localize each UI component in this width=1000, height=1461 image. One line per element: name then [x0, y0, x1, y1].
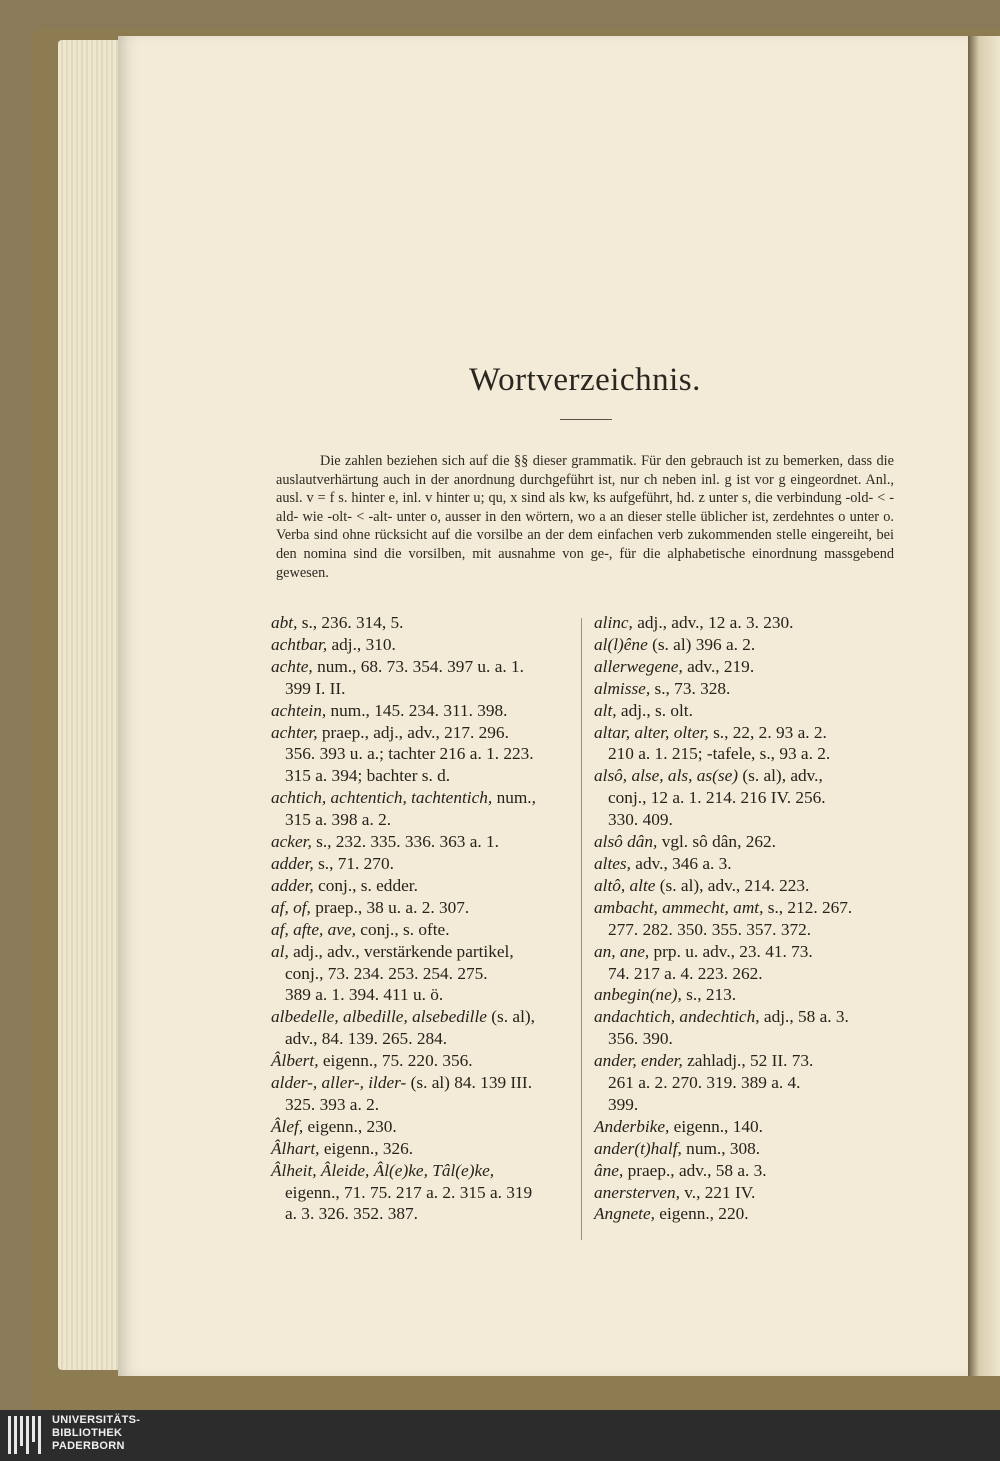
entry-line [271, 941, 571, 963]
entry-continuation: conj., 73. 234. 253. 254. 275. [285, 963, 488, 983]
entry-line [594, 1160, 894, 1182]
entry-text: adj., adv., 12 a. 3. 230. [637, 613, 794, 632]
entry-continuation: 277. 282. 350. 355. 357. 372. [608, 919, 812, 939]
index-entry [594, 634, 894, 656]
column-divider [581, 618, 582, 1240]
index-entry [271, 1072, 571, 1116]
library-name-line1: UNIVERSITÄTS- [52, 1414, 141, 1426]
entry-text: adv., 346 a. 3. [635, 853, 732, 873]
index-entry [271, 941, 571, 1007]
library-name-line2: BIBLIOTHEK [52, 1427, 123, 1439]
entry-headword: âne, [594, 1160, 624, 1180]
index-entry [594, 656, 894, 678]
entry-line [594, 634, 894, 656]
entry-text: praep., adv., 58 a. 3. [627, 1160, 767, 1180]
entry-headword: af, afte, ave, [271, 919, 356, 939]
entry-text: praep., adj., adv., 217. 296. [321, 722, 509, 742]
index-entry [271, 1050, 571, 1072]
entry-line [271, 1116, 571, 1138]
entry-text: s., 213. [686, 985, 737, 1005]
entry-text: num., 145. 234. 311. 398. [330, 700, 508, 720]
entry-headword: anbegin(ne), [594, 985, 682, 1005]
entry-continuation: 356. 390. [608, 1029, 673, 1049]
entry-text: eigenn., 220. [659, 1204, 749, 1224]
entry-line [594, 1203, 894, 1225]
entry-line [594, 941, 894, 963]
page-title: Wortverzeichnis. [469, 362, 701, 398]
entry-text: prp. u. adv., 23. 41. 73. [653, 941, 813, 961]
index-entry [271, 700, 571, 722]
entry-text: adj., adv., verstärkende partikel, [293, 941, 514, 961]
entry-text: s., 236. 314, 5. [301, 613, 404, 632]
entry-line [271, 897, 571, 919]
index-entry [271, 1006, 571, 1050]
entry-headword: ander(t)half, [594, 1138, 682, 1158]
index-entry [594, 941, 894, 985]
index-entry [594, 853, 894, 875]
logo-bar [20, 1416, 23, 1446]
entry-line [594, 875, 894, 897]
index-entry [271, 656, 571, 700]
entry-continuation: 399 I. II. [285, 678, 346, 698]
facing-page-edge [968, 36, 1000, 1376]
entry-text: s., 232. 335. 336. 363 a. 1. [316, 832, 499, 852]
index-entry [271, 897, 571, 919]
entry-line [594, 765, 894, 787]
entry-continuation: 356. 393 u. a.; tachter 216 a. 1. 223. [285, 744, 534, 764]
entry-line [594, 897, 894, 919]
entry-continuation: conj., 12 a. 1. 214. 216 IV. 256. [608, 788, 826, 808]
index-entry [271, 634, 571, 656]
logo-bar [32, 1416, 35, 1442]
entry-headword: Âlheit, Âleide, Âl(e)ke, Tâl(e)ke, [271, 1160, 495, 1180]
entry-text: (s. al), adv., 214. 223. [659, 875, 810, 895]
entry-text: (s. al) 396 a. 2. [652, 634, 756, 654]
entry-headword: achter, [271, 722, 318, 742]
entry-headword: Âlhart, [271, 1138, 320, 1158]
entry-continuation: 315 a. 398 a. 2. [285, 810, 392, 830]
entry-headword: adder, [271, 875, 314, 895]
entry-line [594, 1006, 894, 1028]
index-entry [594, 875, 894, 897]
entry-text: num., [496, 788, 536, 808]
left-column [271, 612, 571, 1225]
index-entry [271, 787, 571, 831]
entry-headword: allerwegene, [594, 656, 683, 676]
entry-headword: ambacht, ammecht, amt, [594, 897, 764, 917]
entry-line [271, 722, 571, 744]
logo-bar [14, 1416, 17, 1454]
entry-text: v., 221 IV. [684, 1182, 756, 1202]
library-logo-icon [8, 1416, 48, 1454]
entry-text: zahladj., 52 II. 73. [687, 1051, 814, 1071]
entry-text: vgl. sô dân, 262. [661, 832, 776, 852]
index-entry [594, 678, 894, 700]
index-entry [594, 1116, 894, 1138]
entry-line [594, 1138, 894, 1160]
entry-line [271, 831, 571, 853]
index-entry [271, 1138, 571, 1160]
entry-continuation: a. 3. 326. 352. 387. [285, 1204, 418, 1224]
entry-text: praep., 38 u. a. 2. 307. [315, 897, 470, 917]
entry-headword: altar, alter, olter, [594, 722, 709, 742]
entry-text: eigenn., 326. [323, 1138, 414, 1158]
entry-headword: alt, [594, 700, 617, 720]
entry-text: s., 22, 2. 93 a. 2. [713, 722, 827, 742]
entry-text: eigenn., 230. [307, 1116, 397, 1136]
entry-headword: alsô, alse, als, as(se) [594, 766, 739, 786]
entry-text: eigenn., 140. [673, 1116, 763, 1136]
index-entry [594, 1160, 894, 1182]
entry-headword: adder, [271, 853, 314, 873]
entry-headword: an, ane, [594, 941, 650, 961]
entry-line [271, 1072, 571, 1094]
entry-line [271, 1160, 571, 1182]
entry-line [594, 984, 894, 1006]
entry-headword: albedelle, albedille, alsebedille [271, 1007, 487, 1027]
entry-continuation: 399. [608, 1094, 639, 1114]
entry-text: adj., 310. [331, 634, 396, 654]
entry-line [271, 612, 571, 634]
entry-text: s., 212. 267. [767, 897, 853, 917]
entry-line [271, 1006, 571, 1028]
entry-line [594, 678, 894, 700]
entry-text: s., 73. 328. [654, 678, 731, 698]
entry-headword: al(l)êne [594, 634, 648, 654]
entry-text: eigenn., 75. 220. 356. [322, 1051, 473, 1071]
entry-line [271, 1138, 571, 1160]
entry-line [271, 700, 571, 722]
entry-headword: al, [271, 941, 289, 961]
entry-line [271, 875, 571, 897]
entry-headword: altô, alte [594, 875, 656, 895]
entry-headword: Angnete, [594, 1204, 655, 1224]
entry-line [271, 634, 571, 656]
index-entry [594, 765, 894, 831]
entry-continuation: 315 a. 394; bachter s. d. [285, 766, 451, 786]
entry-headword: achtein, [271, 700, 327, 720]
entry-continuation: 261 a. 2. 270. 319. 389 a. 4. [608, 1073, 801, 1093]
entry-headword: almisse, [594, 678, 651, 698]
entry-text: adj., s. olt. [620, 700, 693, 720]
entry-line [594, 656, 894, 678]
index-entry [594, 1138, 894, 1160]
entry-text: (s. al), [491, 1007, 535, 1027]
index-entry [271, 1160, 571, 1226]
entry-line [271, 787, 571, 809]
index-entry [594, 700, 894, 722]
entry-line [594, 1050, 894, 1072]
entry-text: (s. al) 84. 139 III. [410, 1073, 533, 1093]
entry-headword: anersterven, [594, 1182, 680, 1202]
entry-line [271, 656, 571, 678]
title-rule [560, 419, 612, 420]
entry-line [594, 700, 894, 722]
entry-line [271, 853, 571, 875]
entry-line [594, 612, 894, 634]
index-entry [271, 1116, 571, 1138]
entry-headword: achte, [271, 656, 313, 676]
entry-continuation: adv., 84. 139. 265. 284. [285, 1029, 448, 1049]
right-column [594, 612, 894, 1225]
entry-text: adj., 58 a. 3. [763, 1007, 849, 1027]
entry-text: num., 308. [686, 1138, 761, 1158]
entry-continuation: 325. 393 a. 2. [285, 1094, 380, 1114]
library-footer [0, 1410, 1000, 1461]
index-entry [271, 831, 571, 853]
index-entry [271, 919, 571, 941]
index-entry [594, 612, 894, 634]
entry-line [271, 1050, 571, 1072]
index-entry [594, 1050, 894, 1116]
entry-headword: acker, [271, 832, 312, 852]
entry-text: num., 68. 73. 354. 397 u. a. 1. [317, 656, 524, 676]
index-entry [594, 897, 894, 941]
entry-headword: alder-, aller-, ilder- [271, 1073, 407, 1093]
entry-continuation: 210 a. 1. 215; -tafele, s., 93 a. 2. [608, 744, 831, 764]
entry-headword: andachtich, andechtich, [594, 1007, 760, 1027]
entry-text: s., 71. 270. [318, 853, 394, 873]
entry-continuation: 330. 409. [608, 810, 673, 830]
entry-headword: Âlef, [271, 1116, 304, 1136]
entry-continuation: 74. 217 a. 4. 223. 262. [608, 963, 763, 983]
entry-headword: alsô dân, [594, 832, 658, 852]
index-entry [271, 612, 571, 634]
logo-bar [38, 1416, 41, 1454]
entry-text: adv., 219. [687, 656, 755, 676]
entry-line [594, 722, 894, 744]
logo-bar [26, 1416, 29, 1454]
entry-headword: abt, [271, 613, 298, 632]
index-entry [271, 853, 571, 875]
index-entry [594, 831, 894, 853]
library-name [52, 1414, 140, 1453]
entry-headword: achtich, achtentich, tachtentich, [271, 788, 493, 808]
index-entry [594, 1006, 894, 1050]
library-name-line3: PADERBORN [52, 1440, 125, 1452]
logo-bar [8, 1416, 11, 1454]
entry-continuation: eigenn., 71. 75. 217 a. 2. 315 a. 319 [285, 1182, 533, 1202]
intro-paragraph: Die zahlen beziehen sich auf die §§ dieser grammatik. Für den gebrauch ist zu bemerken, dass die auslautverhärtung auch in der anordnung durchgeführt ist, nur ch neben inl. g ist vor g eingeordnet. Anl., ausl. v = f s. hinter e, inl. v hinter u; qu, x sind als kw, ks aufgeführt, hd. z unter s, die verbindung -old- < -ald- wie -olt- < -alt- unter o, ausser in den wörtern, wo a an dieser stelle üblicher ist, zerdehntes o unter o. Verba sind ohne rücksicht auf die vorsilbe an der dem einfachen verb zukommenden stelle eingereiht, bei den nomina sind die vorsilben, mit ausnahme von ge-, für die alphabetische einordnung massgebend gewesen. [276, 453, 894, 581]
entry-headword: Âlbert, [271, 1051, 319, 1071]
entry-headword: Anderbike, [594, 1116, 670, 1136]
entry-headword: alinc, [594, 613, 633, 632]
index-entry [594, 1182, 894, 1204]
index-entry [271, 875, 571, 897]
entry-text: conj., s. edder. [318, 875, 418, 895]
index-entry [594, 984, 894, 1006]
entry-line [271, 919, 571, 941]
index-entry [594, 722, 894, 766]
entry-line [594, 1182, 894, 1204]
entry-text: conj., s. ofte. [360, 919, 450, 939]
entry-headword: ander, ender, [594, 1051, 683, 1071]
entry-headword: achtbar, [271, 634, 328, 654]
entry-continuation: 389 a. 1. 394. 411 u. ö. [285, 985, 444, 1005]
entry-text: (s. al), adv., [742, 766, 823, 786]
entry-headword: af, of, [271, 897, 311, 917]
entry-headword: altes, [594, 853, 631, 873]
entry-line [594, 853, 894, 875]
index-entry [271, 722, 571, 788]
entry-line [594, 831, 894, 853]
index-entry [594, 1203, 894, 1225]
entry-line [594, 1116, 894, 1138]
